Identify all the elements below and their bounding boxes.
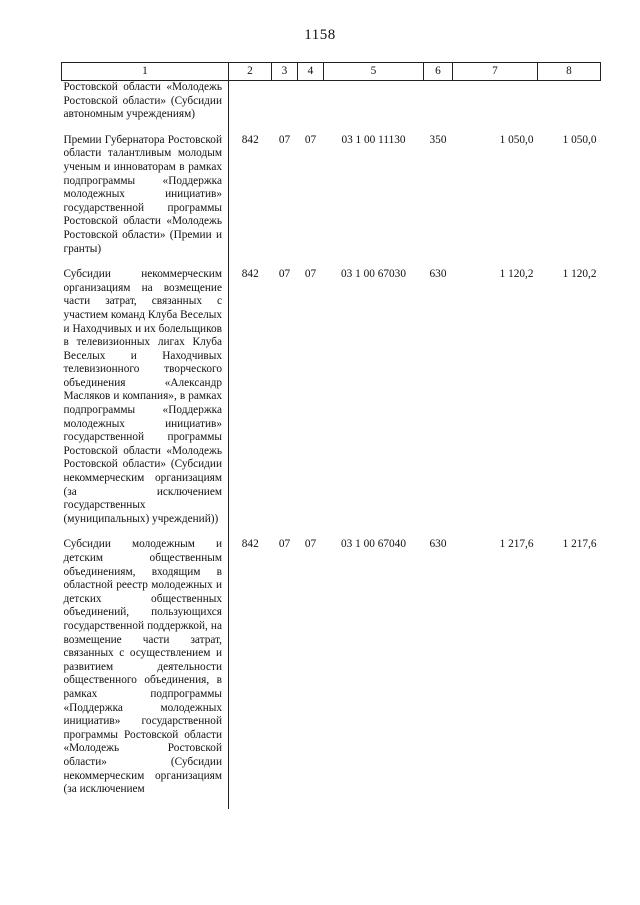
page-number: 1158 <box>304 27 336 43</box>
row-section: 07 <box>278 268 291 281</box>
budget-table-grid <box>61 62 601 809</box>
row-target-code: 03 1 00 67040 <box>341 538 406 551</box>
header-col-2: 2 <box>229 63 272 81</box>
row-subsection: 07 <box>304 133 317 146</box>
row-amount-1: 1 050,0 <box>499 133 534 146</box>
row-expense-type: 630 <box>429 538 447 551</box>
row-amount-2 <box>538 81 601 134</box>
row-amount-2: 1 217,6 <box>562 538 597 551</box>
budget-table <box>61 62 600 809</box>
header-col-3: 3 <box>272 63 298 81</box>
table-row <box>62 538 601 808</box>
row-subsection <box>298 81 324 134</box>
header-col-6: 6 <box>424 63 453 81</box>
row-ministry-code: 842 <box>241 133 259 146</box>
header-col-7: 7 <box>453 63 538 81</box>
header-col-4: 4 <box>298 63 324 81</box>
row-ministry-code <box>229 81 272 134</box>
row-expense-type: 630 <box>429 268 447 281</box>
table-row <box>62 81 601 134</box>
row-amount-1: 1 120,2 <box>499 268 534 281</box>
row-target-code <box>324 81 424 134</box>
row-target-code: 03 1 00 67030 <box>341 268 406 281</box>
row-subsection: 07 <box>304 538 317 551</box>
row-description: Ростовской области «Молодежь Ростовской области» (Субсидии автономным учреждениям) <box>62 81 229 134</box>
header-col-8: 8 <box>538 63 601 81</box>
header-col-1: 1 <box>62 63 229 81</box>
row-description: Премии Губернатора Ростовской области талантливым молодым ученым и инноваторам в рамках подпрограммы «Поддержка молодежных инициатив» государственной программы Ростовской области «Молодежь Ростовской области» (Премии и гранты) <box>62 134 229 268</box>
row-target-code: 03 1 00 11130 <box>341 133 406 146</box>
header-col-5: 5 <box>324 63 424 81</box>
row-section <box>272 81 298 134</box>
table-header <box>62 63 601 81</box>
table-row <box>62 268 601 538</box>
row-section: 07 <box>278 538 291 551</box>
row-ministry-code: 842 <box>241 538 259 551</box>
row-amount-1: 1 217,6 <box>499 538 534 551</box>
row-ministry-code: 842 <box>241 268 259 281</box>
table-row <box>62 134 601 268</box>
row-expense-type: 350 <box>429 133 447 146</box>
row-amount-1 <box>453 81 538 134</box>
row-section: 07 <box>278 133 291 146</box>
row-expense-type <box>424 81 453 134</box>
row-description: Субсидии некоммерческим организациям на возмещение части затрат, связанных с участием команд Клуба Веселых и Находчивых и их болельщиков в телевизионных лигах Клуба Веселых и Находчивых телевизионного творческого объединения «Александр Масляков и компания», в рамках подпрограммы «Поддержка молодежных инициатив» государственной программы Ростовской области «Молодежь Ростовской области» (Субсидии некоммерческим организациям (за исключением государственных (муниципальных) учреждений)) <box>62 268 229 538</box>
row-description: Субсидии молодежным и детским общественным объединениям, входящим в областной реестр молодежных и детских общественных объединений, пользующихся государственной поддержкой, на возмещение части затрат, связанных с осуществлением и развитием деятельности общественного объединения, в рамках подпрограммы «Поддержка молодежных инициатив» государственной программы Ростовской области «Молодежь Ростовской области» (Субсидии некоммерческим организациям (за исключением <box>62 538 229 808</box>
row-amount-2: 1 120,2 <box>562 268 597 281</box>
row-subsection: 07 <box>304 268 317 281</box>
row-amount-2: 1 050,0 <box>562 133 597 146</box>
